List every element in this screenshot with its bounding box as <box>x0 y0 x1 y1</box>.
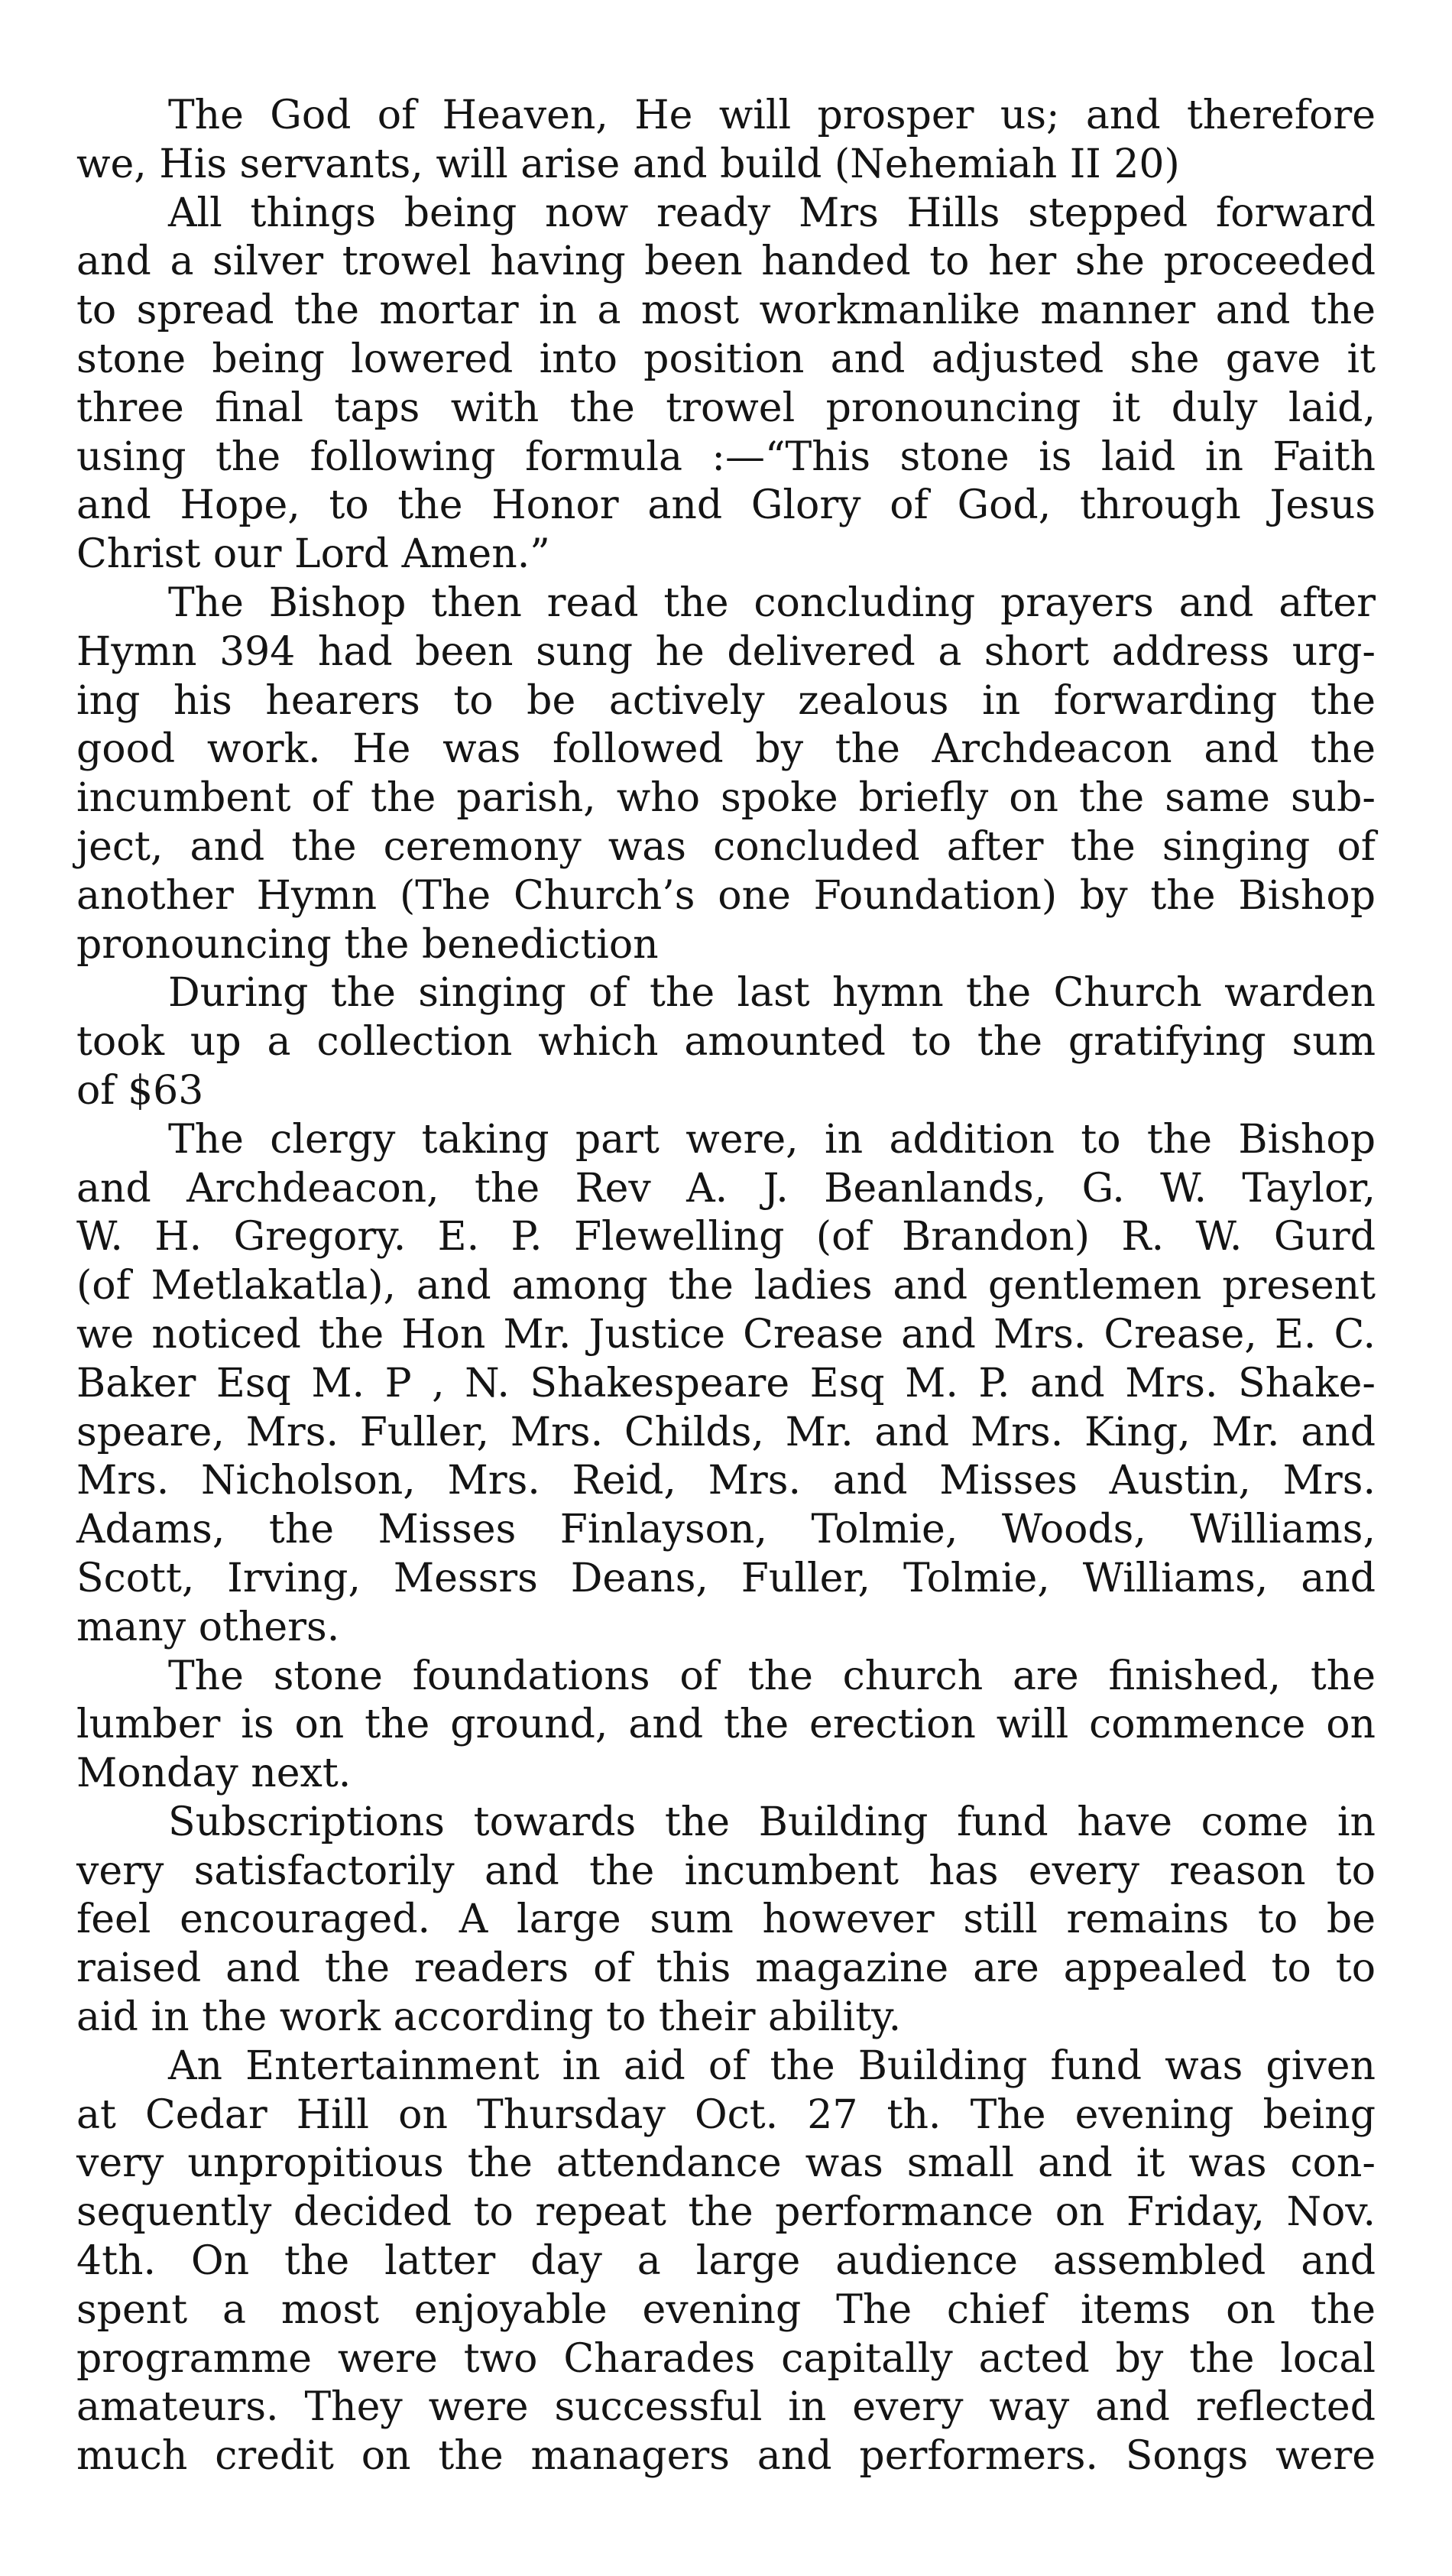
text-line: sequently decided to repeat the performance on Friday, Nov. <box>76 2189 1376 2236</box>
text-line: The God of Heaven, He will prosper us; and therefore <box>168 92 1376 138</box>
text-line: we noticed the Hon Mr. Justice Crease and Mrs. Crease, E. C. <box>76 1311 1376 1358</box>
text-line: Subscriptions towards the Building fund have come in <box>168 1799 1376 1845</box>
text-line: Baker Esq M. P , N. Shakespeare Esq M. P. and Mrs. Shake- <box>76 1360 1376 1406</box>
paragraph-1 <box>76 92 1376 190</box>
text-line: of $63 <box>76 1067 204 1114</box>
text-line: 4th. On the latter day a large audience assembled and <box>76 2238 1376 2285</box>
text-line: incumbent of the parish, who spoke briefly on the same sub- <box>76 775 1376 822</box>
text-line: The stone foundations of the church are finished, the <box>168 1653 1376 1699</box>
text-line: programme were two Charades capitally acted by the local <box>76 2335 1376 2382</box>
text-line: we, His servants, will arise and build (Nehemiah II 20) <box>76 141 1180 187</box>
text-line: Christ our Lord Amen.” <box>76 531 550 578</box>
text-line: ing his hearers to be actively zealous in forwarding the <box>76 677 1376 724</box>
text-line: Hymn 394 had been sung he delivered a short address urg- <box>76 628 1376 675</box>
text-line: at Cedar Hill on Thursday Oct. 27 th. The evening being <box>76 2091 1376 2138</box>
text-line: and Archdeacon, the Rev A. J. Beanlands, G. W. Taylor, <box>76 1165 1376 1212</box>
text-line: very unpropitious the attendance was small and it was con- <box>76 2140 1376 2187</box>
text-line: raised and the readers of this magazine are appealed to to <box>76 1945 1376 1992</box>
text-line: using the following formula :—“This stone is laid in Faith <box>76 433 1376 480</box>
text-line: three final taps with the trowel pronouncing it duly laid, <box>76 384 1376 431</box>
text-line: amateurs. They were successful in every way and reflected <box>76 2384 1376 2431</box>
paragraph-7 <box>76 1799 1376 2042</box>
text-line: The Bishop then read the concluding prayers and after <box>168 579 1376 626</box>
text-line: another Hymn (The Church’s one Foundation) by the Bishop <box>76 872 1376 919</box>
text-line: stone being lowered into position and adjusted she gave it <box>76 336 1376 382</box>
text-line: good work. He was followed by the Archdeacon and the <box>76 726 1376 773</box>
text-line: to spread the mortar in a most workmanlike manner and the <box>76 287 1376 334</box>
text-line: lumber is on the ground, and the erection will commence on <box>76 1702 1376 1748</box>
text-line: The clergy taking part were, in addition to the Bishop <box>168 1116 1376 1163</box>
text-line: pronouncing the benediction <box>76 921 659 968</box>
text-line: (of Metlakatla), and among the ladies and gentlemen present <box>76 1263 1376 1309</box>
text-line: Adams, the Misses Finlayson, Tolmie, Woods, Williams, <box>76 1507 1376 1553</box>
paragraph-4 <box>76 969 1376 1115</box>
text-line: much credit on the managers and performers. Songs were <box>76 2433 1376 2480</box>
text-line: and Hope, to the Honor and Glory of God, through Jesus <box>76 482 1376 529</box>
text-line: W. H. Gregory. E. P. Flewelling (of Brandon) R. W. Gurd <box>76 1214 1376 1260</box>
paragraph-8 <box>76 2042 1376 2481</box>
text-line: and a silver trowel having been handed to her she proceeded <box>76 238 1376 285</box>
text-line: many others. <box>76 1604 340 1650</box>
text-line: Monday next. <box>76 1750 352 1797</box>
text-line: An Entertainment in aid of the Building fund was given <box>168 2042 1376 2089</box>
text-line: spent a most enjoyable evening The chief items on the <box>76 2286 1376 2333</box>
text-line: ject, and the ceremony was concluded after the singing of <box>76 823 1376 870</box>
text-line: very satisfactorily and the incumbent has every reason to <box>76 1848 1376 1894</box>
paragraph-3 <box>76 579 1376 969</box>
text-line: Scott, Irving, Messrs Deans, Fuller, Tolmie, Williams, and <box>76 1555 1376 1601</box>
paragraph-2 <box>76 190 1376 579</box>
text-line: During the singing of the last hymn the Church warden <box>168 970 1376 1017</box>
text-line: speare, Mrs. Fuller, Mrs. Childs, Mr. and Mrs. King, Mr. and <box>76 1409 1376 1455</box>
paragraph-5 <box>76 1116 1376 1653</box>
paragraph-6 <box>76 1653 1376 1799</box>
text-line: feel encouraged. A large sum however still remains to be <box>76 1896 1376 1943</box>
text-line: took up a collection which amounted to the gratifying sum <box>76 1019 1376 1066</box>
text-line: All things being now ready Mrs Hills stepped forward <box>168 190 1376 236</box>
text-line: aid in the work according to their ability. <box>76 1994 902 2041</box>
newspaper-column <box>76 92 1376 2481</box>
text-line: Mrs. Nicholson, Mrs. Reid, Mrs. and Misses Austin, Mrs. <box>76 1458 1376 1504</box>
